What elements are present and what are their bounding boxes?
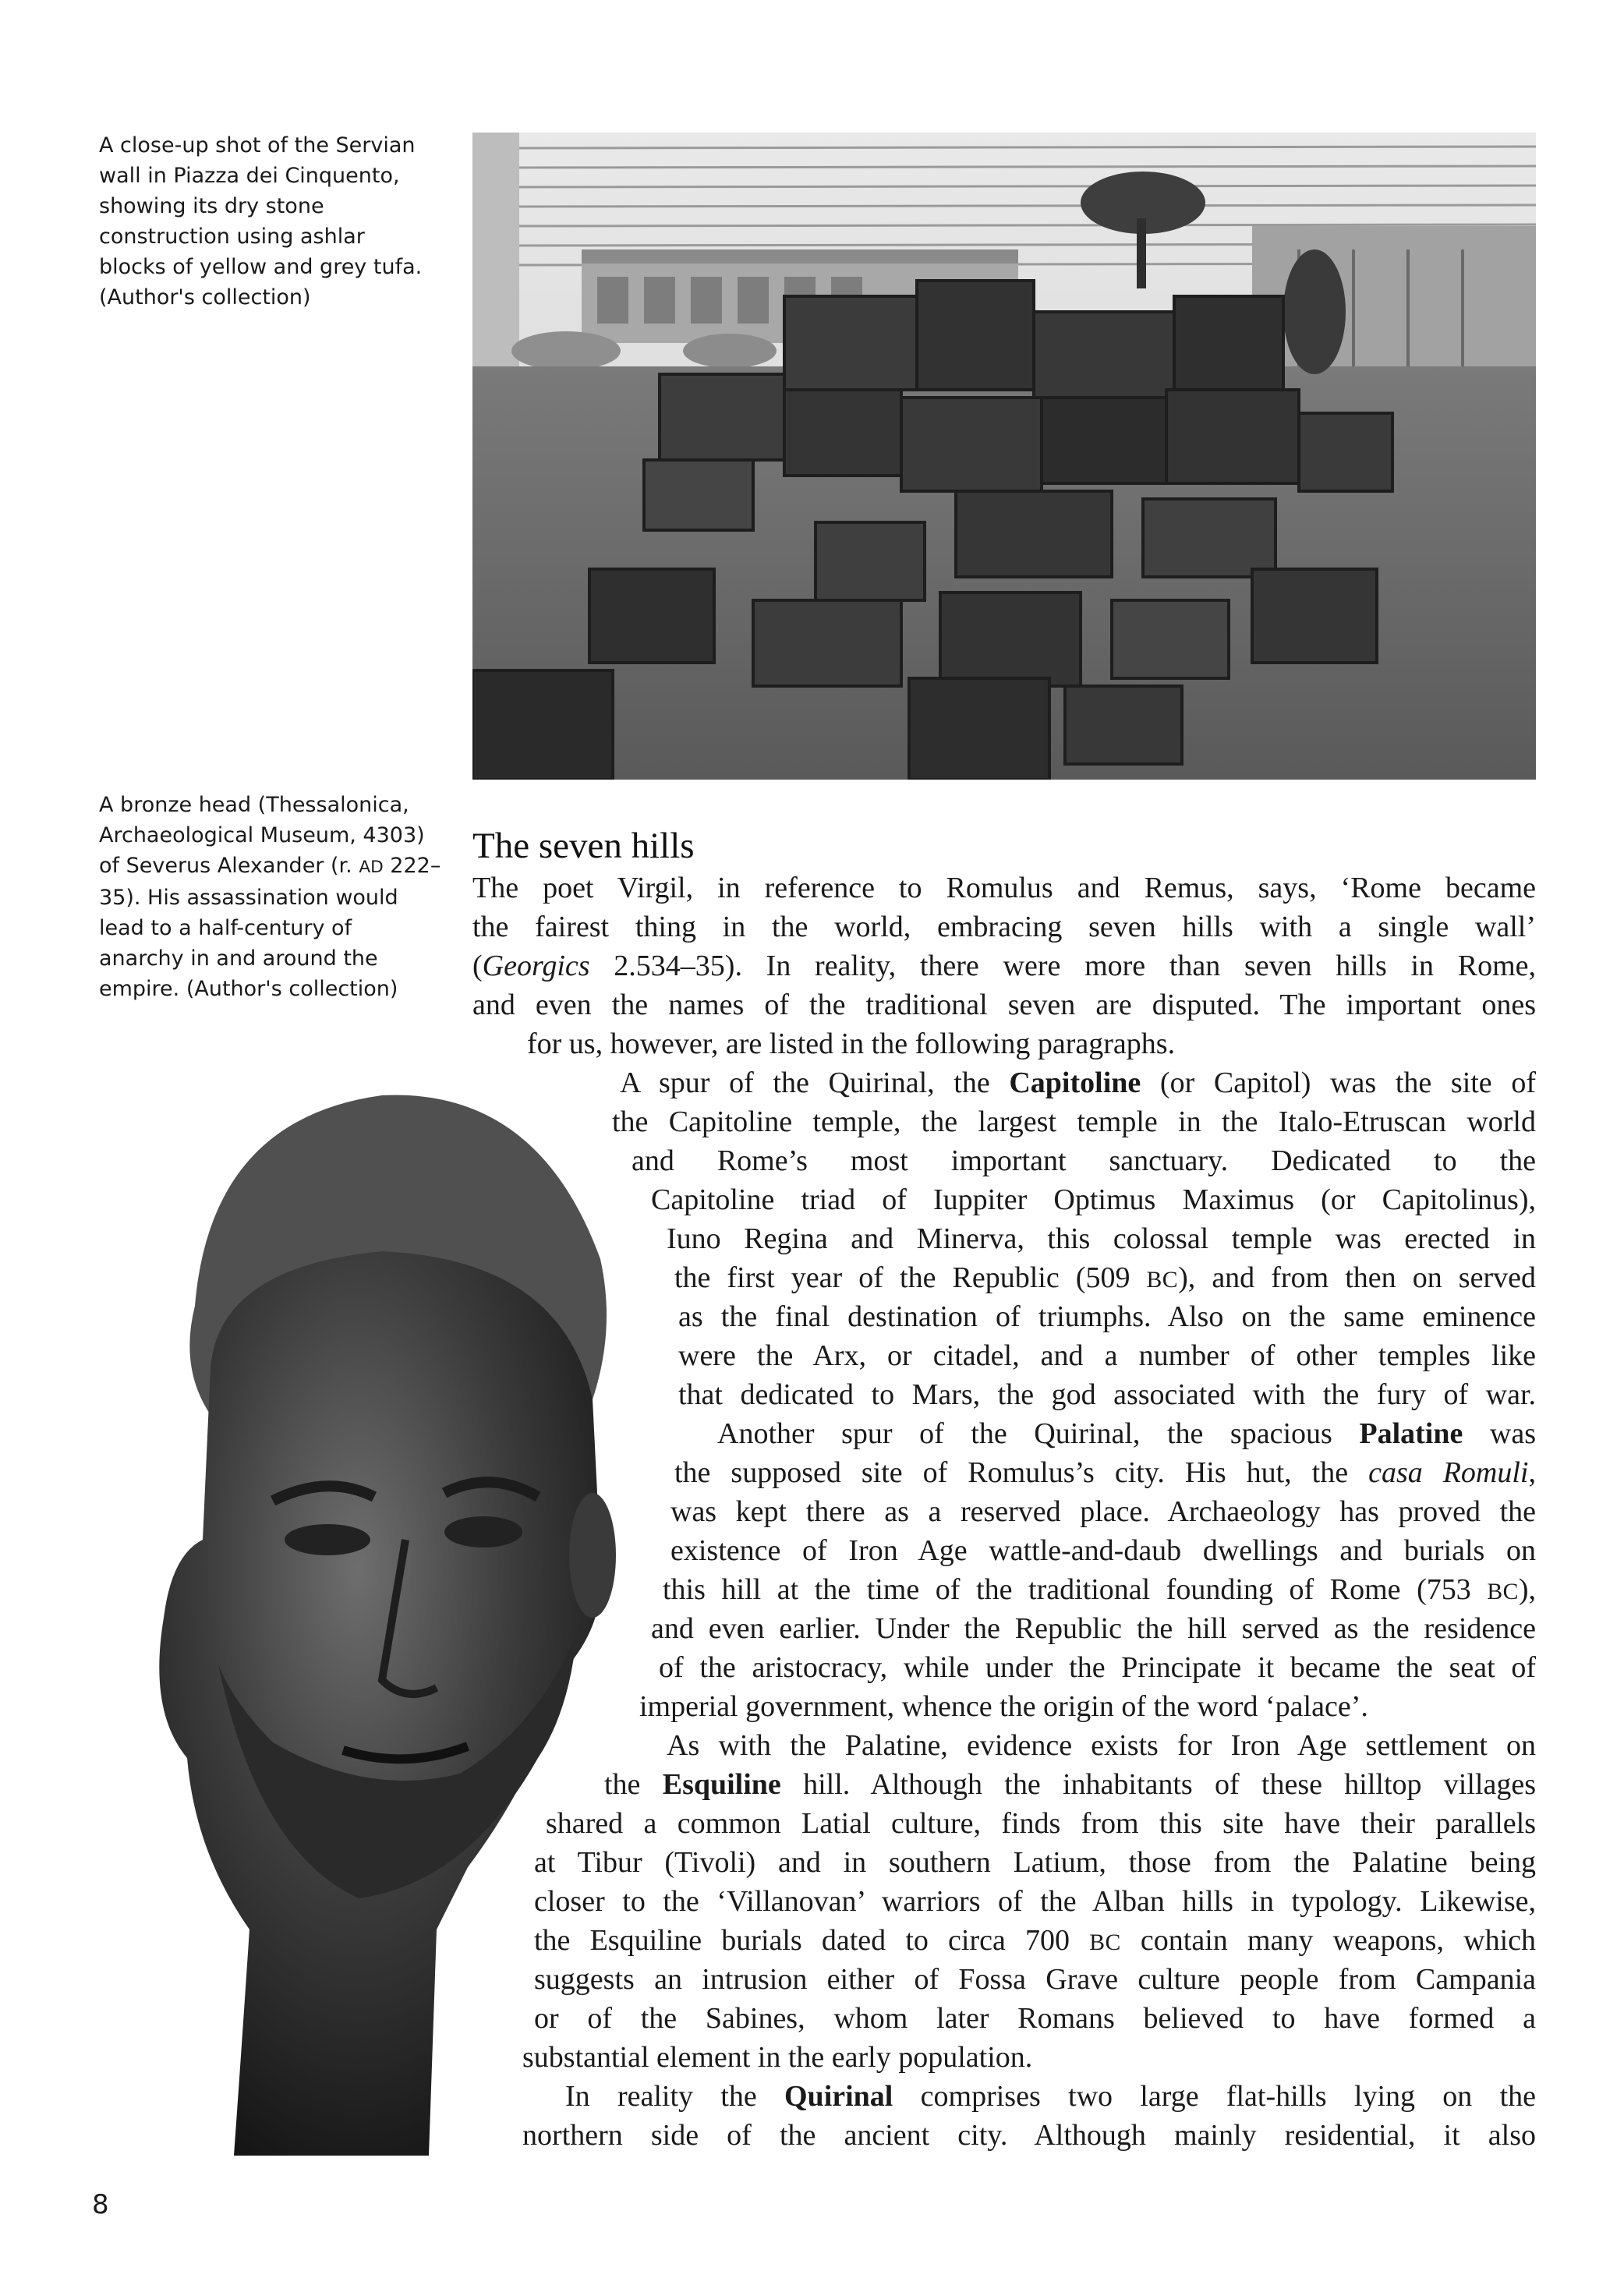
- text-line: that dedicated to Mars, the god associated with the fury of war.: [678, 1378, 1536, 1411]
- text-line: shared a common Latial culture, finds from this site have their parallels: [546, 1807, 1536, 1840]
- text-line: and even the names of the traditional seven are disputed. The important ones: [472, 989, 1536, 1021]
- text-line: existence of Iron Age wattle-and-daub dwellings and burials on: [670, 1534, 1536, 1567]
- text-line: The poet Virgil, in reference to Romulus and Remus, says, ‘Rome became: [472, 872, 1536, 904]
- page-number: 8: [92, 2189, 109, 2220]
- text-line: was kept there as a reserved place. Archaeology has proved the: [670, 1495, 1536, 1528]
- text-line: were the Arx, or citadel, and a number of other temples like: [678, 1339, 1536, 1372]
- text-line: imperial government, whence the origin of the word ‘palace’.: [639, 1690, 1368, 1723]
- text-line: this hill at the time of the traditional founding of Rome (753 BC),: [663, 1573, 1536, 1606]
- text-line: substantial element in the early population.: [522, 2041, 1033, 2074]
- text-line: the Esquiline hill. Although the inhabitants of these hilltop villages: [604, 1768, 1536, 1801]
- text-line: for us, however, are listed in the following paragraphs.: [527, 1028, 1176, 1060]
- wall-photo-caption: A close-up shot of the Servian wall in Piazza dei Cinquento, showing its dry stone construction using ashlar blocks of yellow and grey tufa. (Author's collection): [99, 133, 423, 310]
- text-line: the supposed site of Romulus’s city. His hut, the casa Romuli,: [674, 1456, 1536, 1489]
- text-line: Capitoline triad of Iuppiter Optimus Maximus (or Capitolinus),: [651, 1183, 1536, 1216]
- text-line: Another spur of the Quirinal, the spacious Palatine was: [717, 1417, 1536, 1450]
- text-line: In reality the Quirinal comprises two large flat-hills lying on the: [565, 2080, 1536, 2113]
- text-line: Iuno Regina and Minerva, this colossal temple was erected in: [667, 1222, 1536, 1255]
- text-line: and even earlier. Under the Republic the hill served as the residence: [651, 1612, 1536, 1645]
- text-line: the first year of the Republic (509 BC), and from then on served: [674, 1261, 1536, 1294]
- text-line: or of the Sabines, whom later Romans believed to have formed a: [534, 2002, 1536, 2035]
- text-line: (Georgics 2.534–35). In reality, there were more than seven hills in Rome,: [472, 950, 1536, 982]
- text-line: A spur of the Quirinal, the Capitoline (or Capitol) was the site of: [620, 1066, 1536, 1099]
- text-line: suggests an intrusion either of Fossa Grave culture people from Campania: [534, 1963, 1536, 1996]
- text-line: As with the Palatine, evidence exists for Iron Age settlement on: [667, 1729, 1536, 1762]
- text-line: at Tibur (Tivoli) and in southern Latium, those from the Palatine being: [534, 1846, 1536, 1879]
- text-line: northern side of the ancient city. Although mainly residential, it also: [522, 2119, 1536, 2152]
- text-line: and Rome’s most important sanctuary. Dedicated to the: [632, 1144, 1536, 1177]
- servian-wall-photo: [472, 133, 1536, 780]
- text-line: the fairest thing in the world, embracing seven hills with a single wall’: [472, 911, 1536, 943]
- text-line: the Esquiline burials dated to circa 700 BC contain many weapons, which: [534, 1924, 1536, 1957]
- section-heading: The seven hills: [472, 826, 695, 866]
- text-line: the Capitoline temple, the largest temple in the Italo-Etruscan world: [612, 1105, 1536, 1138]
- text-line: closer to the ‘Villanovan’ warriors of the Alban hills in typology. Likewise,: [534, 1885, 1536, 1918]
- text-line: of the aristocracy, while under the Principate it became the seat of: [659, 1651, 1536, 1684]
- bronze-head-caption: A bronze head (Thessalonica, Archaeological Museum, 4303) of Severus Alexander (r. AD 222–35). His assassination would lead to a half-century of anarchy in and around the empire. (Author's collection): [99, 793, 441, 1001]
- text-line: as the final destination of triumphs. Also on the same eminence: [678, 1300, 1536, 1333]
